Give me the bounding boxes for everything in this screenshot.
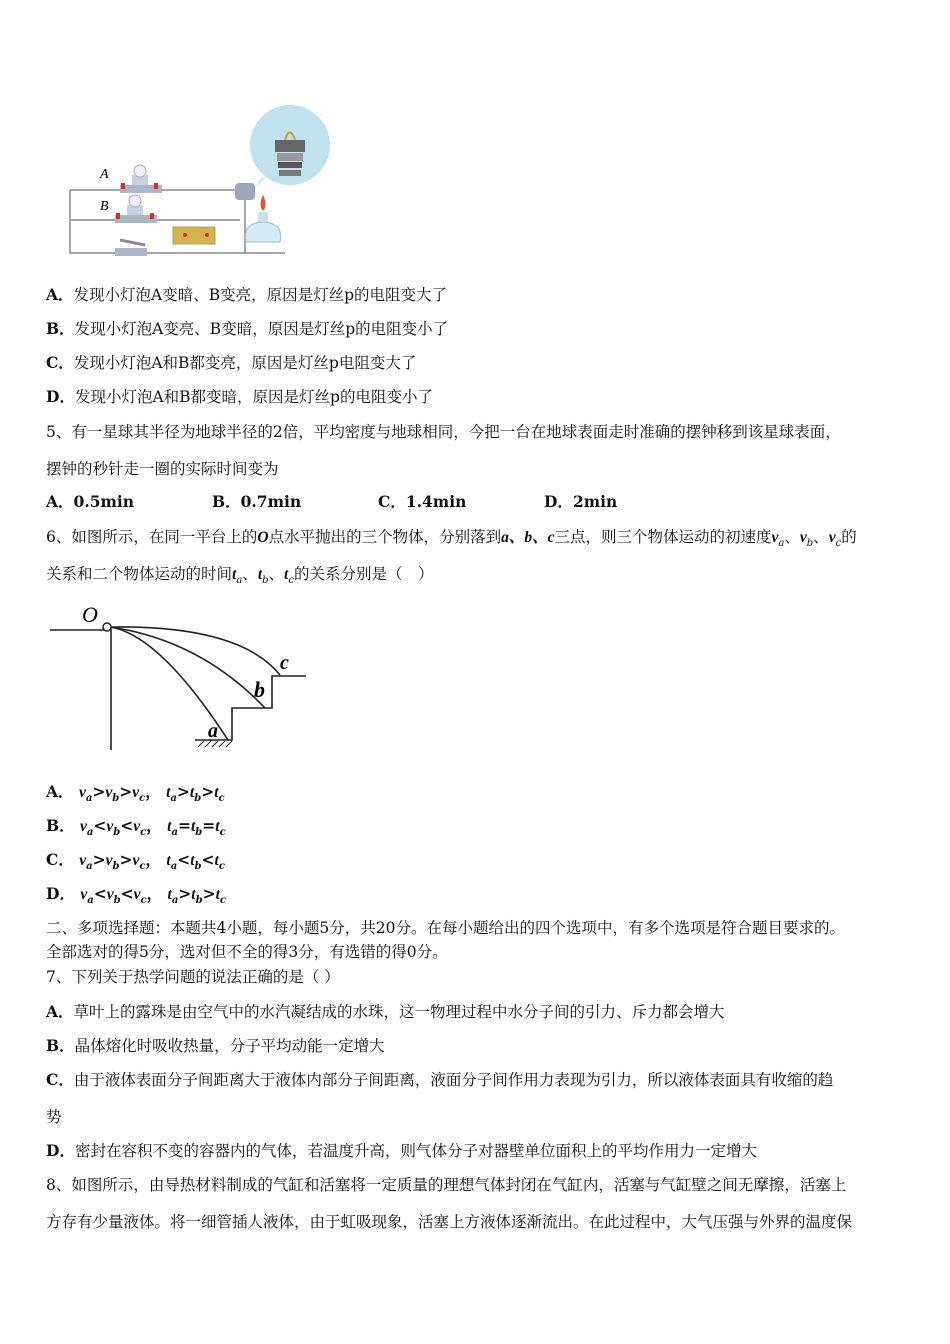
option-text: 发现小灯泡A变暗、B变亮，原因是灯丝p的电阻变大了 — [73, 286, 448, 304]
symbol: t — [167, 886, 172, 903]
symbol: v — [133, 818, 141, 835]
lamp-b — [115, 195, 157, 223]
q5-options — [46, 492, 617, 512]
subscript: b — [195, 895, 203, 907]
separator: ， — [146, 884, 168, 903]
subscript: a — [171, 895, 179, 907]
relation: > — [119, 782, 133, 801]
relation: > — [178, 884, 192, 903]
subscript: c — [218, 793, 225, 805]
option-label: D． — [46, 884, 81, 903]
symbol: t — [215, 886, 220, 903]
alcohol-lamp-icon — [245, 195, 280, 242]
point-a-label: a — [208, 720, 218, 742]
symbol: t — [214, 852, 219, 869]
symbol: v — [79, 852, 87, 869]
option-label: B． — [46, 816, 80, 835]
subscript: c — [140, 895, 147, 907]
q7-option-c[interactable]: C．由于液体表面分子间距离大于液体内部分子间距离，液面分子间作用力表现为引力，所以液体表面具有收缩的趋 — [46, 1070, 834, 1089]
symbol: t — [215, 818, 220, 835]
relation: > — [119, 850, 133, 869]
subscript: b — [113, 827, 121, 839]
relation: = — [177, 816, 191, 835]
q4-option-c[interactable] — [46, 353, 416, 373]
symbol: v — [80, 886, 88, 903]
lamp-a-label: A — [100, 167, 109, 182]
symbol: t — [166, 784, 171, 801]
point-b-label: b — [254, 677, 265, 702]
symbol: t — [214, 784, 219, 801]
q6-stem-line2: 关系和二个物体运动的时间$t_a$、$t_b$、$t_c$的关系分别是（ ） — [46, 565, 434, 587]
separator: ， — [146, 816, 168, 835]
q6-option-d[interactable] — [46, 884, 226, 911]
q6-option-a[interactable] — [46, 782, 225, 809]
q6-stem-line1: 6、如图所示，在同一平台上的O点水平抛出的三个物体，分别落到a、b、c三点，则三个物体运动的初速度$v_a$、$v_b$、$v_c$的 — [46, 528, 857, 550]
subscript: a — [86, 861, 93, 873]
lamp-b-label: B — [100, 199, 109, 214]
subscript: a — [170, 793, 177, 805]
option-text: 发现小灯泡A和B都变暗，原因是灯丝p的电阻变小了 — [74, 388, 433, 406]
point-c-label: c — [280, 652, 289, 674]
relation: < — [93, 884, 107, 903]
subscript: b — [112, 793, 120, 805]
relation: < — [177, 850, 191, 869]
q5-option-c[interactable]: C．1.4min — [378, 492, 467, 511]
symbol: v — [132, 784, 140, 801]
option-text: 发现小灯泡A和B都变亮，原因是灯丝p电阻变大了 — [73, 354, 417, 372]
circuit-figure — [60, 95, 340, 265]
relation: > — [202, 884, 216, 903]
symbol: t — [167, 818, 172, 835]
relation: > — [92, 850, 106, 869]
q7-option-d[interactable]: D．密封在容积不变的容器内的气体，若温度升高，则气体分子对器壁单位面积上的平均作用力一定增大 — [46, 1141, 757, 1160]
symbol: v — [132, 852, 140, 869]
subscript: c — [139, 861, 146, 873]
q6-option-b[interactable] — [46, 816, 226, 843]
relation: < — [201, 850, 215, 869]
subscript: c — [219, 827, 226, 839]
battery-icon — [173, 227, 215, 244]
subscript: c — [219, 895, 227, 907]
option-label: A． — [46, 782, 79, 801]
q4-option-a[interactable] — [46, 285, 447, 305]
relation: = — [202, 816, 216, 835]
subscript: c — [218, 861, 225, 873]
switch-icon — [115, 240, 147, 256]
subscript: c — [140, 827, 147, 839]
q6-option-c[interactable] — [46, 850, 225, 877]
subscript: a — [87, 895, 94, 907]
symbol: v — [80, 818, 87, 835]
relation: > — [176, 782, 190, 801]
symbol: v — [133, 886, 141, 903]
symbol: v — [106, 886, 114, 903]
lamp-a — [120, 165, 162, 193]
relation: < — [120, 884, 134, 903]
q8-stem-line1: 8、如图所示，由导热材料制成的气缸和活塞将一定质量的理想气体封闭在气缸内，活塞与气缸壁之间无摩擦，活塞上 — [46, 1176, 847, 1194]
q4-option-b[interactable] — [46, 319, 448, 339]
projectile-figure — [0, 595, 320, 760]
symbol: v — [78, 784, 86, 801]
q5-stem-line2: 摆钟的秒针走一圈的实际时间变为 — [46, 460, 279, 478]
subscript: c — [139, 793, 146, 805]
q5-option-d[interactable]: D．2min — [544, 492, 618, 511]
subscript: a — [85, 793, 93, 805]
symbol: v — [106, 818, 114, 835]
symbol: t — [166, 852, 171, 869]
symbol: v — [105, 784, 113, 801]
option-label: C． — [46, 850, 80, 869]
subscript: b — [194, 861, 202, 873]
symbol: t — [191, 886, 196, 903]
subscript: a — [171, 827, 178, 839]
symbol: t — [189, 784, 195, 801]
symbol: t — [190, 818, 196, 835]
subscript: b — [113, 895, 121, 907]
subscript: b — [112, 861, 120, 873]
option-text: 发现小灯泡A变亮、B变暗，原因是灯丝p的电阻变小了 — [74, 320, 449, 338]
q7-option-b[interactable]: B．晶体熔化时吸收热量，分子平均动能一定增大 — [46, 1036, 385, 1055]
q7-option-c-cont: 势 — [46, 1108, 62, 1126]
symbol: v — [105, 852, 113, 869]
relation: < — [93, 816, 107, 835]
subscript: b — [194, 793, 202, 805]
option-label: B． — [46, 319, 75, 338]
relation: > — [92, 782, 106, 801]
option-label: D． — [46, 387, 75, 406]
option-label: C． — [46, 353, 74, 372]
q7-option-a[interactable]: A．草叶上的露珠是由空气中的水汽凝结成的水珠，这一物理过程中水分子间的引力、斥力都会增大 — [46, 1002, 725, 1021]
separator: ， — [145, 850, 167, 869]
subscript: a — [86, 827, 94, 839]
subscript: a — [170, 861, 178, 873]
point-o-label: O — [82, 602, 98, 627]
relation: > — [201, 782, 215, 801]
q5-option-a[interactable]: A．0.5min — [46, 492, 135, 511]
symbol: t — [190, 852, 195, 869]
separator: ， — [145, 782, 167, 801]
section2-heading-line2: 全部选对的得5分，选对但不全的得3分，有选错的得0分。 — [46, 943, 448, 961]
q7-stem: 7、下列关于热学问题的说法正确的是（ ） — [46, 968, 340, 986]
socket-icon — [235, 183, 255, 200]
section2-heading-line1: 二、多项选择题：本题共4小题，每小题5分，共20分。在每小题给出的四个选项中，有多个选项是符合题目要求的。 — [46, 919, 845, 937]
relation: < — [120, 816, 134, 835]
q8-stem-line2: 方存有少量液体。将一细管插人液体，由于虹吸现象，活塞上方液体逐渐流出。在此过程中，大气压强与外界的温度保 — [46, 1213, 853, 1231]
q5-option-b[interactable]: B．0.7min — [212, 492, 302, 511]
q4-option-d[interactable] — [46, 387, 433, 407]
subscript: b — [195, 827, 203, 839]
option-label: A． — [46, 285, 74, 304]
q5-stem-line1: 5、有一星球其半径为地球半径的2倍，平均密度与地球相同，今把一台在地球表面走时准确的摆钟移到该星球表面， — [46, 423, 841, 441]
